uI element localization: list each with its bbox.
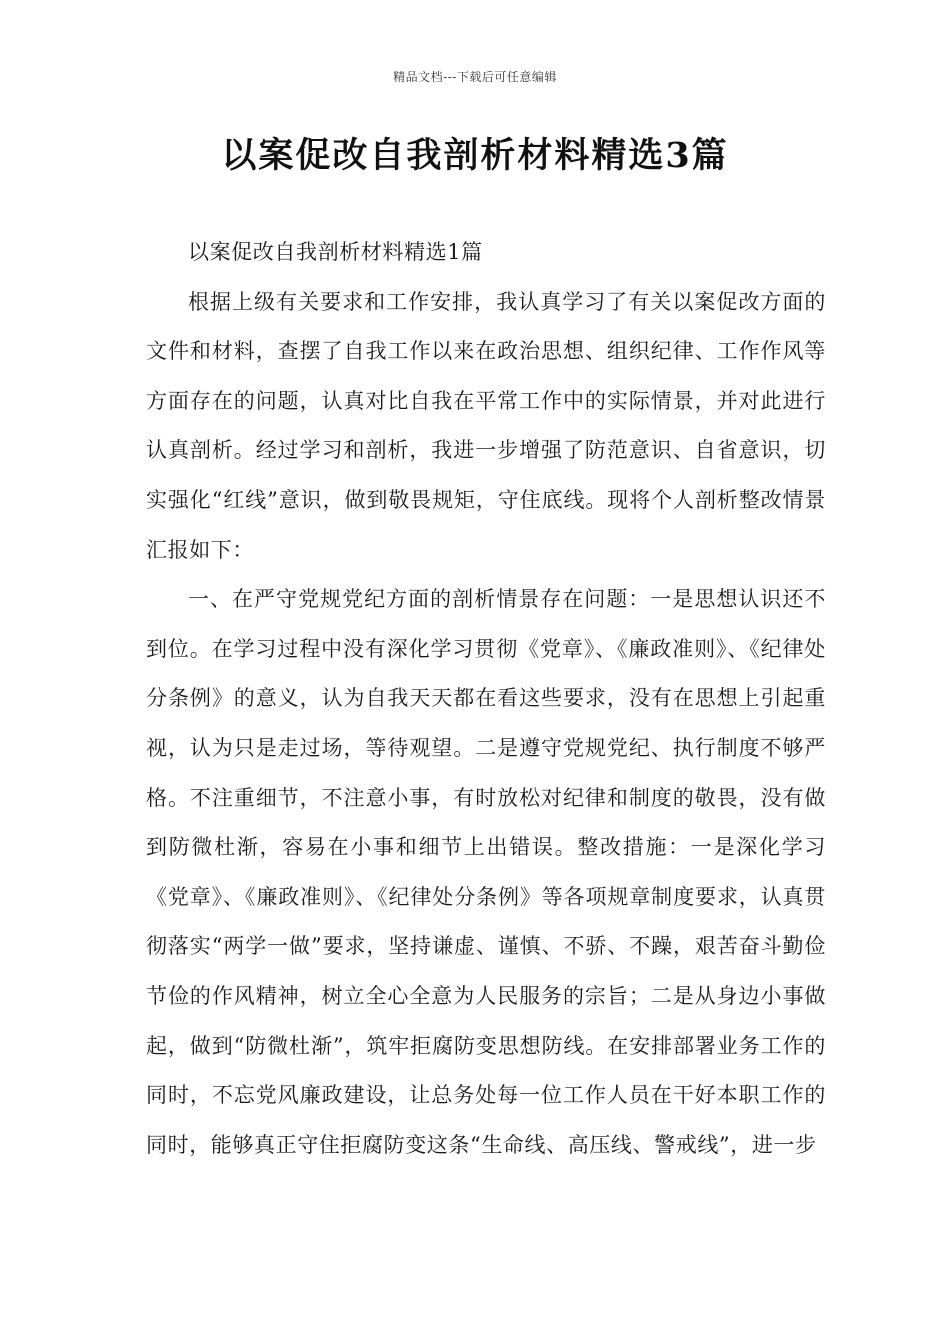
document-title: 以案促改自我剖析材料精选3篇: [221, 135, 729, 176]
section-heading: 以案促改自我剖析材料精选1篇: [188, 240, 483, 264]
header-note: 精品文档---下载后可任意编辑: [393, 70, 557, 84]
document-body: [146, 228, 826, 1170]
paragraph-section-one: 一、在严守党规党纪方面的剖析情景存在问题：一是思想认识还不到位。在学习过程中没有深化学习贯彻《党章》、《廉政准则》、《纪律处分条例》的意义，认为自我天天都在看这些要求，没有在思想上引起重视，认为只是走过场，等待观望。二是遵守党规党纪、执行制度不够严格。不注重细节，不注意小事，有时放松对纪律和制度的敬畏，没有做到防微杜渐，容易在小事和细节上出错误。整改措施：一是深化学习《党章》、《廉政准则》、《纪律处分条例》等各项规章制度要求，认真贯彻落实“两学一做”要求，坚持谦虚、谨慎、不骄、不躁，艰苦奋斗勤俭节俭的作风精神，树立全心全意为人民服务的宗旨；二是从身边小事做起，做到“防微杜渐”，筑牢拒腐防变思想防线。在安排部署业务工作的同时，不忘党风廉政建设，让总务处每一位工作人员在干好本职工作的同时，能够真正守住拒腐防变这条“生命线、高压线、警戒线”，进一步: [146, 587, 826, 1157]
paragraph-intro: 根据上级有关要求和工作安排，我认真学习了有关以案促改方面的文件和材料，查摆了自我工作以来在政治思想、组织纪律、工作作风等方面存在的问题，认真对比自我在平常工作中的实际情景，并对此进行认真剖析。经过学习和剖析，我进一步增强了防范意识、自省意识，切实强化“红线”意识，做到敬畏规矩，守住底线。现将个人剖析整改情景汇报如下：: [146, 289, 826, 562]
